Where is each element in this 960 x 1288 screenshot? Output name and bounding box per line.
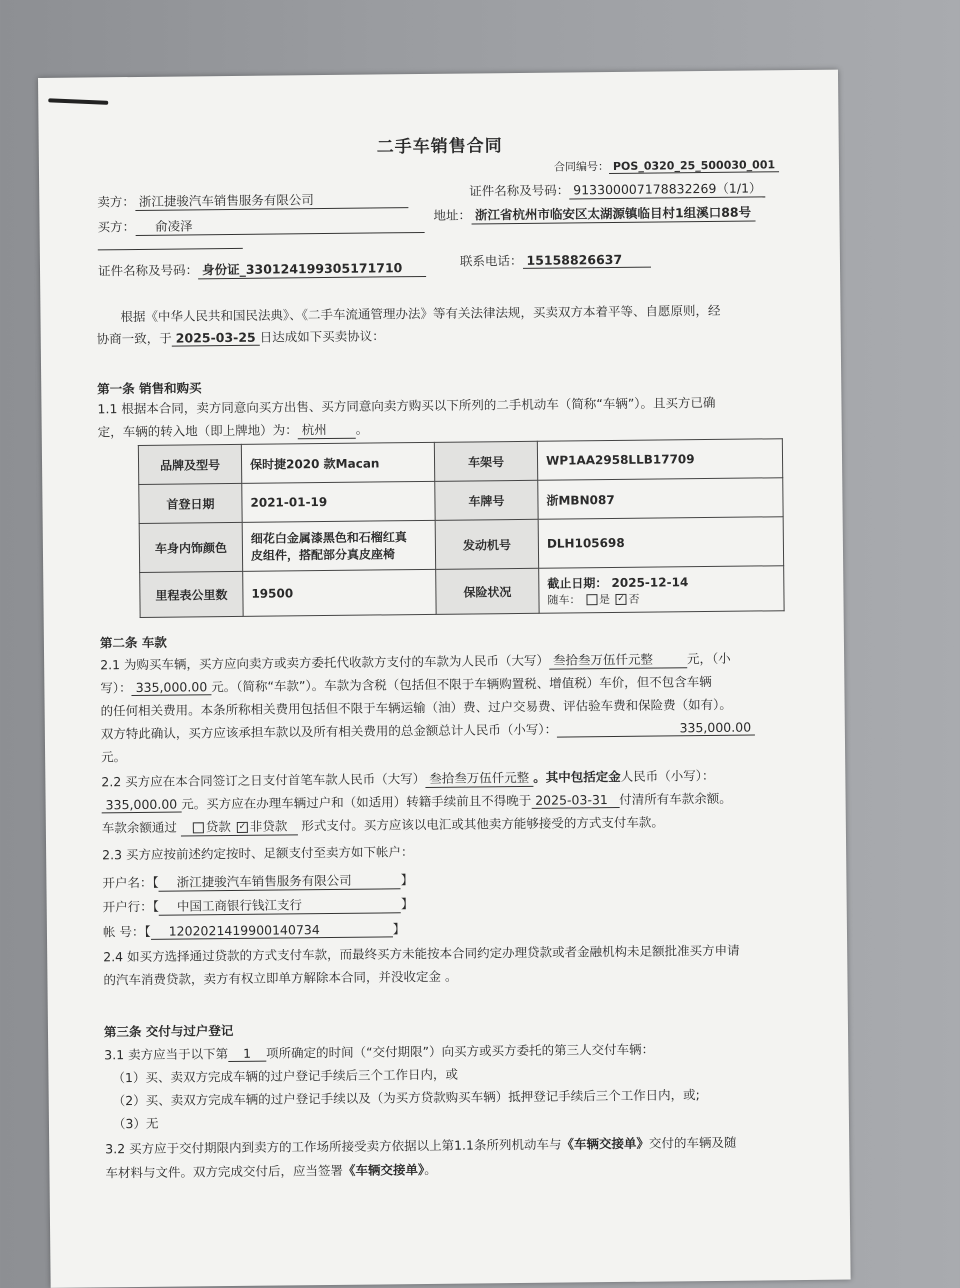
article-2-heading: 第二条 车款	[99, 634, 167, 651]
buyer-row: 买方： 俞凌泽	[97, 214, 424, 236]
table-cell: 浙MBN087	[538, 478, 783, 520]
insurance-onboard: 随车： 是 ✓ 否	[547, 592, 640, 607]
buyer-phone-row: 联系电话： 15158826637	[460, 250, 651, 270]
table-header: 品牌及型号	[138, 444, 241, 484]
table-header: 首登日期	[139, 483, 242, 523]
article-2-line-4: 双方特此确认，买方应该承担车款以及所有相关费用的总金额总计人民币（小写）： 335,000.00	[101, 718, 755, 743]
table-cell: WP1AA2958LLB17709	[537, 439, 782, 481]
buyer-id-row: 证件名称及号码： 身份证_330124199305171710	[98, 258, 426, 280]
table-row	[139, 517, 783, 573]
article-2-line-10: 2.4 如买方选择通过贷款的方式支付车款，而最终买方未能按本合同约定办理贷款或者金融机构未足额批准买方申请	[103, 942, 740, 965]
intro-line-2: 协商一致，于 2025-03-25 日达成如下买卖协议：	[96, 328, 385, 347]
article-3-option-2: （2）买、卖双方完成车辆的过户登记手续以及（为买方贷款购买车辆）抵押登记手续后三个工作日内，或;	[112, 1087, 700, 1109]
table-row	[140, 566, 784, 618]
article-2-line-1: 2.1 为购买车辆，买方应向卖方或卖方委托代收款方支付的车款为人民币（大写） 叁拾叁万伍仟元整 元，（小	[100, 650, 731, 673]
table-header: 保险状况	[436, 568, 539, 614]
article-3-line-1: 3.1 卖方应当于以下第 1 项所确定的时间（“交付期限”）向买方或买方委托的第三人交付车辆：	[104, 1041, 655, 1063]
article-2-line-11: 的汽车消费贷款，卖方有权立即单方解除本合同，并没收定金 。	[103, 968, 458, 988]
article-1-heading: 第一条 销售和购买	[97, 380, 202, 397]
table-cell	[242, 520, 436, 571]
article-3-line-2: 3.2 买方应于交付期限内到卖方的工作场所接受卖方依据以上第1.1条所列机动车与《车辆交接单》交付的车辆及随	[105, 1134, 737, 1157]
article-2-line-7: 335,000.00 元。买方应在办理车辆过户和（如适用）转籍手续前且不得晚于 2025-03-31 付清所有车款余额。	[102, 789, 732, 814]
color-line-2: 皮组件，搭配部分真皮座椅	[250, 547, 396, 563]
table-cell: 保时捷2020 款Macan	[241, 442, 434, 483]
table-header: 车架号	[434, 441, 537, 481]
checkbox-no-checked[interactable]: ✓	[617, 593, 625, 604]
article-3-option-1: （1）买、卖双方完成车辆的过户登记手续后三个工作日内，或	[112, 1066, 459, 1086]
table-header: 车牌号	[435, 480, 538, 520]
account-number-row: 帐 号：【 1202021419900140734 】	[102, 921, 406, 940]
table-cell: 19500	[243, 569, 436, 616]
vehicle-info-table	[138, 438, 785, 618]
article-2-line-9: 2.3 买方应按前述约定按时、足额支付至卖方如下帐户：	[102, 844, 414, 863]
staple	[48, 98, 108, 105]
table-header: 发动机号	[435, 519, 539, 569]
checkbox-loan[interactable]	[193, 822, 204, 833]
seller-id-row: 证件名称及号码： 913300007178832269（1/1）	[469, 178, 765, 200]
table-header: 车身内饰颜色	[139, 522, 243, 572]
seller-row: 卖方： 浙江捷骏汽车销售服务有限公司	[97, 189, 408, 211]
article-2-line-3: 的任何相关费用。本条所称相关费用包括但不限于车辆运输（油）费、过户交易费、评估验车费和保险费（如有）。	[100, 696, 732, 719]
article-3-heading: 第三条 交付与过户登记	[103, 1023, 234, 1040]
table-cell	[539, 566, 784, 614]
table-row	[139, 478, 783, 524]
table-header: 里程表公里数	[140, 571, 243, 617]
article-2-line-5: 元。	[101, 749, 127, 765]
article-3-option-3: （3）无	[112, 1115, 159, 1132]
color-line-1: 细花白金属漆黑色和石榴红真	[250, 530, 407, 546]
buyer-address-row: 地址： 浙江省杭州市临安区太湖源镇临目村1组溪口88号	[433, 202, 755, 224]
insurance-expiry: 截止日期： 2025-12-14	[547, 574, 689, 591]
article-2-line-6: 2.2 买方应在本合同签订之日支付首笔车款人民币（大写） 叁拾叁万伍仟元整 。其中包括定金人民币（小写）：	[101, 767, 715, 790]
intro-line-1: 根据《中华人民共和国民法典》、《二手车流通管理办法》等有关法律法规，买卖双方本着平等、自愿原则，经	[120, 302, 721, 325]
account-name-row: 开户名：【 浙江捷骏汽车销售服务有限公司 】	[102, 872, 414, 891]
checkbox-noloan-checked[interactable]: ✓	[238, 821, 247, 832]
article-3-line-3: 车材料与文件。双方完成交付后，应当签署《车辆交接单》。	[105, 1161, 437, 1181]
article-2-line-2: 写）： 335,000.00 元。（简称“车款”）。车款为含税（包括但不限于车辆购置税、增值税）车价，但不包含车辆	[100, 673, 712, 696]
contract-page	[38, 70, 851, 1288]
table-row	[138, 439, 782, 485]
contract-number: 合同编号： POS_0320_25_500030_001	[554, 156, 779, 174]
article-1-line-1: 1.1 根据本合同，卖方同意向买方出售、买方同意向卖方购买以下所列的二手机动车（简称“车辆”）。且买方已确	[97, 394, 716, 417]
table-cell: DLH105698	[538, 517, 783, 569]
account-bank-row: 开户行：【 中国工商银行钱江支行 】	[102, 896, 414, 915]
table-cell: 2021-01-19	[242, 481, 435, 522]
document-title: 二手车销售合同	[376, 136, 503, 158]
address-underline	[98, 248, 243, 251]
article-1-line-2: 定，车辆的转入地（即上牌地）为： 杭州 。	[97, 421, 369, 440]
article-2-line-8: 车款余额通过 贷款 ✓ 非贷款 形式支付。买方应该以电汇或其他卖方能够接受的方式支付车款。	[101, 814, 664, 836]
checkbox-yes[interactable]	[586, 594, 597, 605]
